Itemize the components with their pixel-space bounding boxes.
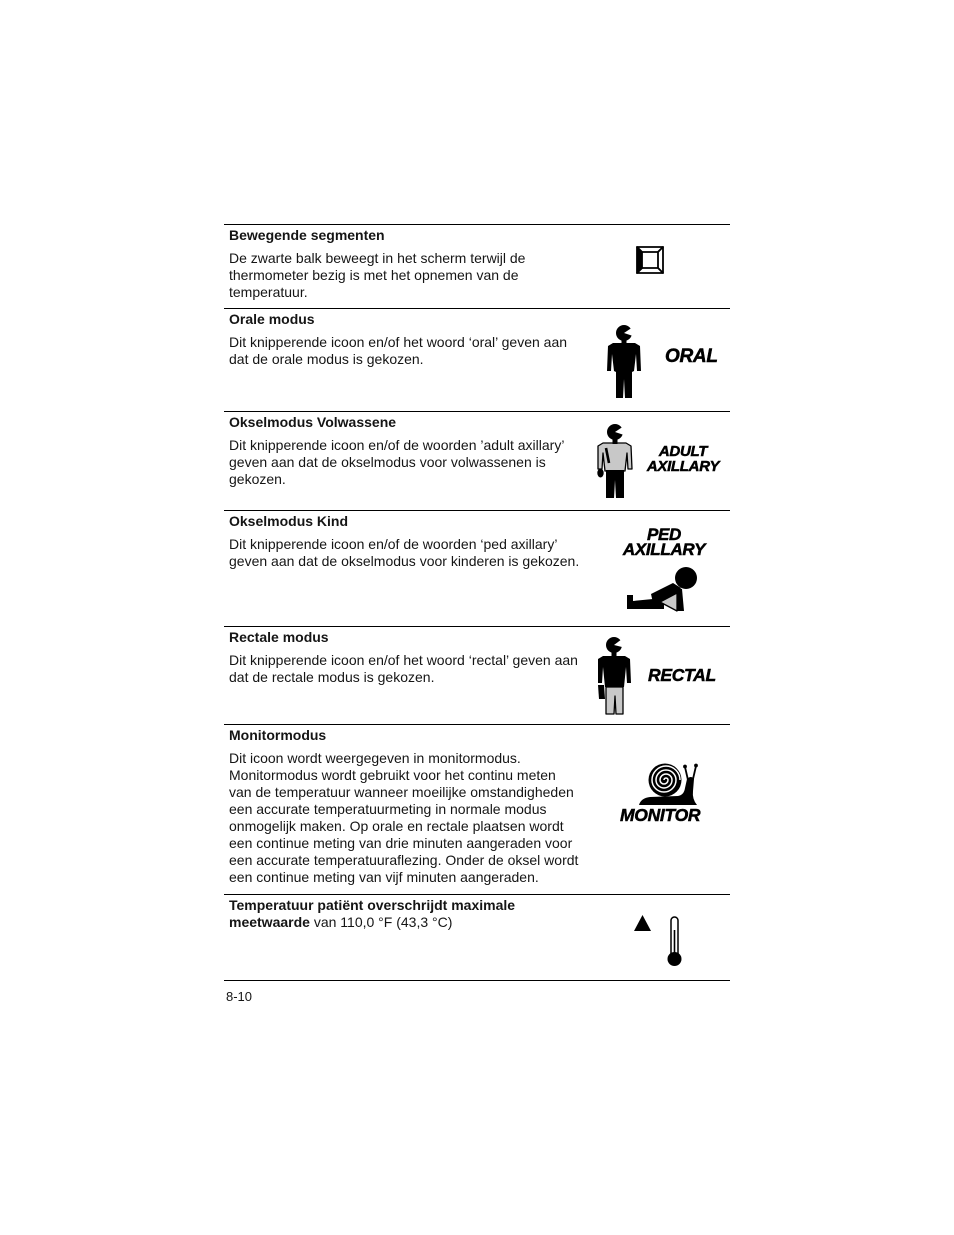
axillary-label-line: AXILLARY [646, 458, 720, 475]
row-text-block [229, 629, 578, 686]
row-text-block [229, 897, 515, 931]
row-text-block [229, 311, 567, 368]
ped-label-line: PED [646, 525, 682, 544]
row-text-line: thermometer bezig is met het opnemen van de [229, 267, 519, 283]
row-text-block [229, 727, 578, 886]
row-text-line: temperatuur. [229, 284, 308, 300]
snail-icon [638, 762, 698, 806]
row-title: Temperatuur patiënt overschrijdt maximale [229, 897, 516, 913]
adult-axillary-person-icon [595, 422, 634, 499]
adult-label-line: ADULT [658, 443, 708, 460]
row-title: Orale modus [229, 311, 315, 327]
row-text-line: onmogelijk maken. Op orale en rectale plaatsen wordt [229, 818, 564, 834]
row-text: van 110,0 °F (43,3 °C) [313, 914, 453, 930]
row-description [229, 437, 564, 488]
crawling-child-icon [624, 565, 698, 612]
rectal-label: RECTAL [648, 665, 716, 685]
row-child-axillary-mode [224, 510, 730, 626]
row-text-block [229, 513, 579, 570]
row-description [229, 250, 525, 301]
row-max-temperature-exceeded [224, 894, 730, 980]
oral-label: ORAL [665, 346, 718, 367]
page-number: 8-10 [226, 989, 253, 1004]
row-text-line: een accurate temperatuuraflezing. Onder de oksel wordt [229, 852, 579, 868]
moving-segments-icon [634, 244, 666, 276]
row-description [229, 536, 579, 570]
row-text-line: dat de rectale modus is gekozen. [229, 669, 435, 685]
row-text-line: dat de orale modus is gekozen. [229, 351, 424, 367]
row-text-line: Dit knipperende icoon en/of de woorden ‘ped axillary’ [229, 536, 558, 552]
row-text-line: gekozen. [229, 471, 286, 487]
row-oral-mode [224, 308, 730, 411]
rectal-person-icon [595, 636, 634, 715]
table-bottom-rule [224, 980, 730, 981]
row-title: Bewegende segmenten [229, 227, 385, 243]
row-rectal-mode [224, 626, 730, 724]
row-description [229, 750, 578, 886]
row-text-line: De zwarte balk beweegt in het scherm terwijl de [229, 250, 526, 266]
row-text-block [229, 414, 564, 488]
thermometer-icon [666, 916, 683, 967]
row-text-line: een continue meting van vijf minuten aangeraden. [229, 869, 539, 885]
row-text-line: geven aan dat de okselmodus voor kinderen is gekozen. [229, 553, 580, 569]
row-text-line [229, 914, 515, 931]
row-text-line: Monitormodus wordt gebruikt voor het continu meten [229, 767, 556, 783]
row-adult-axillary-mode [224, 411, 730, 510]
monitor-label: MONITOR [620, 805, 701, 825]
row-monitor-mode [224, 724, 730, 894]
adult-axillary-label [640, 444, 726, 474]
row-title: Rectale modus [229, 629, 329, 645]
row-title: Okselmodus Kind [229, 513, 349, 529]
row-title: Okselmodus Volwassene [229, 414, 397, 430]
row-description [229, 652, 578, 686]
row-text-line: een accurate temperatuurmeting in normale modus [229, 801, 547, 817]
row-text-line: Dit icoon wordt weergegeven in monitormodus. [229, 750, 521, 766]
row-moving-segments [224, 224, 730, 308]
row-text-line: geven aan dat de okselmodus voor volwassenen is [229, 454, 546, 470]
row-text-line: Dit knipperende icoon en/of de woorden ’adult axillary’ [229, 437, 565, 453]
axillary-label-line: AXILLARY [622, 540, 706, 559]
row-description [229, 334, 567, 368]
row-text-line: van de temperatuur wanneer moeilijke omstandigheden [229, 784, 574, 800]
row-title: Monitormodus [229, 727, 327, 743]
ped-axillary-label [614, 527, 714, 557]
warning-triangle-icon [633, 914, 652, 932]
row-text-block [229, 227, 525, 301]
row-title-continued: meetwaarde [229, 914, 310, 930]
row-text-line: Dit knipperende icoon en/of het woord ‘oral’ geven aan [229, 334, 568, 350]
row-text-line: Dit knipperende icoon en/of het woord ‘rectal’ geven aan [229, 652, 578, 668]
row-text-line: een continue meting van drie minuten aangeraden voor [229, 835, 573, 851]
oral-person-icon [605, 324, 643, 399]
